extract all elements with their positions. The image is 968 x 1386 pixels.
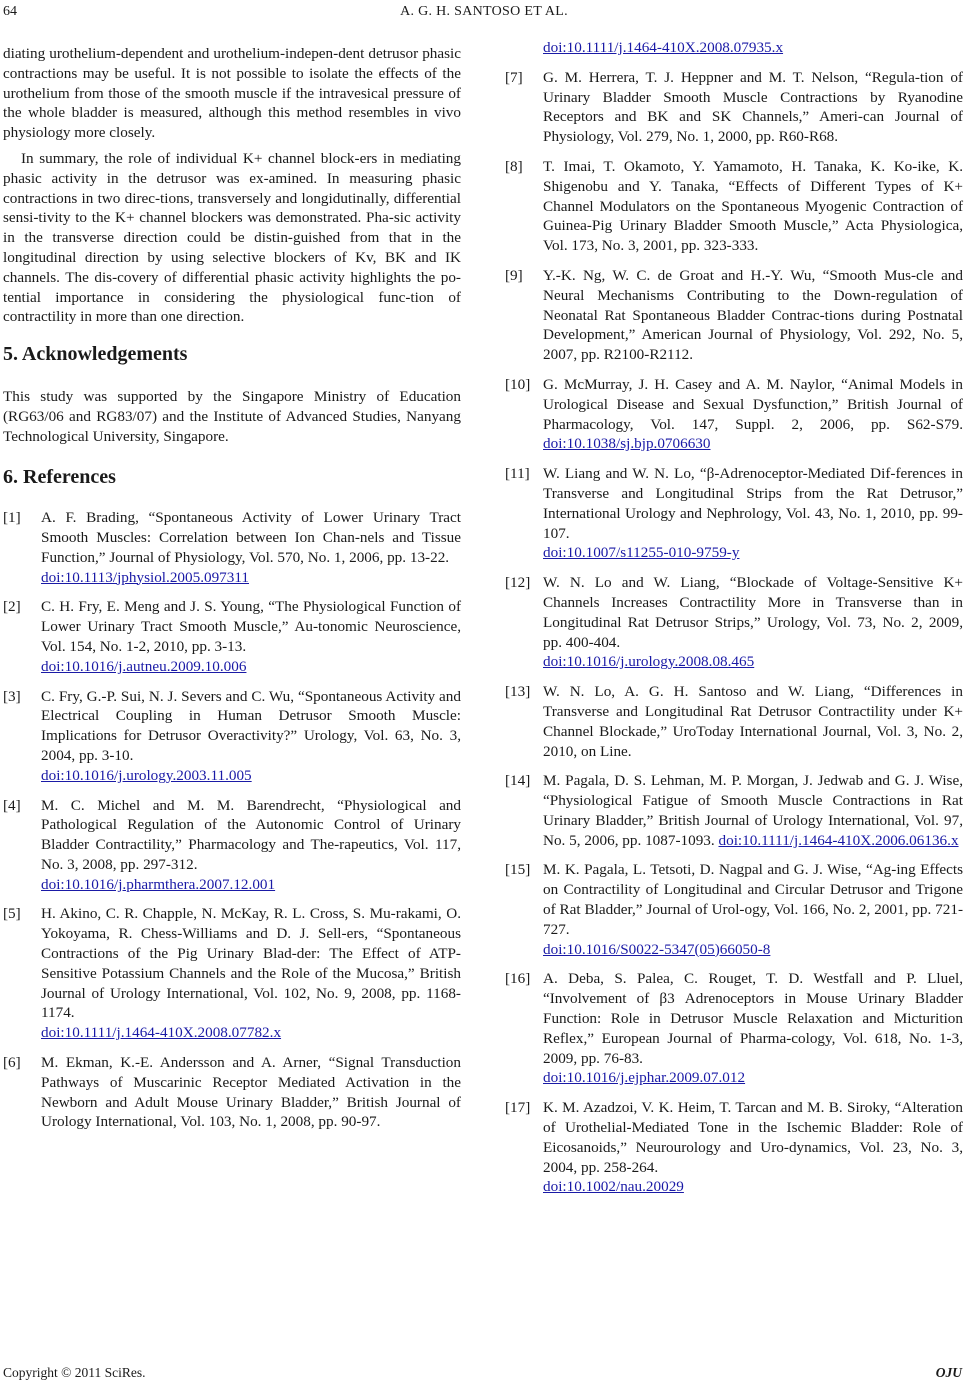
ref-text: K. M. Azadzoi, V. K. Heim, T. Tarcan and M. B. Siroky, “Alteration of Urothelial-Mediated Tone in the Ischemic Bladder: Role of Eicosanoids,” Neurourology and Uro-dynamics, Vol. 23, No. 3, 2004, pp. 258-264.: [543, 1099, 963, 1176]
ack-heading: 5. Acknowledgements: [3, 343, 188, 366]
ref-text: C. Fry, G.-P. Sui, N. J. Severs and C. Wu, “Spontaneous Activity and Electrical Coupling in Human Detrusor Smooth Muscle: Implications for Detrusor Overactivity?” Urology, Vol. 63, No. 3, 2004, pp. 3-10.: [41, 687, 461, 764]
ref-text: C. H. Fry, E. Meng and J. S. Young, “The Physiological Function of Lower Urinary Tract Smooth Muscle,” Au-tonomic Neuroscience, Vol. 154, No. 1-2, 2010, pp. 3-13.: [41, 598, 461, 655]
doi-link[interactable]: doi:10.1113/jphysiol.2005.097311: [41, 568, 249, 586]
ref-number: [2]: [3, 598, 21, 616]
reference-item: [505, 1098, 963, 1197]
doi-link[interactable]: doi:10.1111/j.1464-410X.2008.07782.x: [41, 1024, 282, 1042]
right-column: [505, 39, 963, 1207]
reference-item: [3, 508, 461, 587]
copyright-footer: Copyright © 2011 SciRes.: [3, 1365, 146, 1380]
reference-item: [3, 1053, 461, 1132]
reference-item: [505, 771, 963, 850]
body-paragraph-1: diating urothelium-dependent and urothelium-indepen-dent detrusor phasic contractions may be useful. It is not possible to isolate the effects of the urothelium from those of the smooth muscle if the intravesical pressure of the whole bladder is measured, although this method resembles in vivo physiology more closely.: [3, 45, 461, 142]
ref-number: [11]: [505, 465, 530, 483]
reference-item: [505, 266, 963, 365]
ref-text: A. F. Brading, “Spontaneous Activity of Lower Urinary Tract Smooth Muscles: Correlation between Ion Chan-nels and Tissue Function,” Journal of Physiology, Vol. 570, No. 1, 2006, pp. 13-22.: [41, 509, 461, 566]
ref-text: M. Ekman, K.-E. Andersson and A. Arner, “Signal Transduction Pathways of Muscarinic Receptor Mediated Activation in the Newborn and Adult Mouse Urinary Bladder,” British Journal of Urology International, Vol. 103, No. 1, 2008, pp. 90-97.: [41, 1054, 461, 1131]
reference-item: [505, 969, 963, 1088]
ref-text: M. C. Michel and M. M. Barendrecht, “Physiological and Pathological Regulation of the Autonomic Control of Urinary Bladder Contractility,” Pharmacology and The-rapeutics, Vol. 117, No. 3, 2008, pp. 297-312.: [41, 796, 461, 873]
page-number: 64: [3, 4, 17, 19]
reference-item: [505, 860, 963, 959]
ref-text: M. K. Pagala, L. Tetsoti, D. Nagpal and G. J. Wise, “Ag-ing Effects on Contractility of Longitudinal and Circular Detrusor and Trigone of Rat Bladder,” Journal of Urol-ogy, Vol. 166, No. 2, 2001, pp. 721-727.: [543, 861, 963, 938]
ref-number: [16]: [505, 970, 531, 988]
doi-link[interactable]: doi:10.1016/j.urology.2003.11.005: [41, 766, 252, 784]
ref-number: [17]: [505, 1099, 531, 1117]
doi-link[interactable]: doi:10.1038/sj.bjp.0706630: [543, 435, 711, 453]
ref-number: [9]: [505, 266, 523, 284]
ref-number: [4]: [3, 796, 21, 814]
doi-link[interactable]: doi:10.1002/nau.20029: [543, 1178, 684, 1196]
doi-link[interactable]: doi:10.1016/j.pharmthera.2007.12.001: [41, 875, 276, 893]
ref-text: H. Akino, C. R. Chapple, N. McKay, R. L. Cross, S. Mu-rakami, O. Yokoyama, R. Chess-Williams and D. J. Sell-ers, “Spontaneous Contractions of the Pig Urinary Blad-der: The Effect of ATP-Sensitive Potassium Channels and the Role of the Mucosa,” British Journal of Urology International, Vol. 102, No. 9, 2008, pp. 1168-1174.: [41, 905, 461, 1022]
ref-text: W. N. Lo and W. Liang, “Blockade of Voltage-Sensitive K+ Channels Increases Contractility More in Transverse than in Longitudinal Rat Detrusor Strips,” Urology, Vol. 73, No. 2, 2009, pp. 400-404.: [543, 574, 963, 651]
ack-text: This study was supported by the Singapore Ministry of Education (RG63/06 and RG83/07) and the Institute of Advanced Studies, Nanyang Technological University, Singapore.: [3, 387, 461, 445]
reference-continuation: [505, 38, 963, 58]
reference-item: [505, 157, 963, 256]
ref-number: [8]: [505, 157, 523, 175]
ref-number: [1]: [3, 509, 21, 527]
left-column: [3, 44, 461, 1142]
doi-link[interactable]: doi:10.1007/s11255-010-9759-y: [543, 544, 740, 562]
ref-text: T. Imai, T. Okamoto, Y. Yamamoto, H. Tanaka, K. Ko-ike, K. Shigenobu and Y. Tanaka, “Effects of Different Types of K+ Channel Modulators on the Spontaneous Myogenic Contraction of Guinea-Pig Urinary Bladder Smooth Muscle,” Acta Physiologica, Vol. 173, No. 3, 2001, pp. 323-333.: [543, 157, 963, 255]
ref-number: [3]: [3, 687, 21, 705]
reference-item: [505, 375, 963, 454]
journal-abbrev: OJU: [935, 1365, 962, 1380]
references-heading: 6. References: [3, 466, 116, 489]
ref-text: G. McMurray, J. H. Casey and A. M. Naylor, “Animal Models in Urological Disease and Sexual Dysfunction,” British Journal of Pharmacology, Vol. 147, Suppl. 2, 2006, pp. S62-S79.: [543, 375, 963, 433]
ref-text: G. M. Herrera, T. J. Heppner and M. T. Nelson, “Regula-tion of Urinary Bladder Smooth Muscle Contractions by Ryanodine Receptors and BK and SK Channels,” Ameri-can Journal of Physiology, Vol. 279, No. 1, 2000, pp. R60-R68.: [543, 68, 963, 146]
reference-item: [3, 796, 461, 895]
reference-item: [3, 687, 461, 786]
ref-number: [13]: [505, 683, 531, 701]
reference-item: [3, 904, 461, 1043]
doi-link[interactable]: doi:10.1111/j.1464-410X.2008.07935.x: [543, 39, 784, 56]
ref-number: [15]: [505, 861, 531, 879]
ref-text: A. Deba, S. Palea, C. Rouget, T. D. Westfall and P. Lluel, “Involvement of β3 Adrenoceptors in Mouse Urinary Bladder Function: Role in Detrusor Muscle Relaxation and Micturition Reflex,” European Journal of Pharma-cology, Vol. 618, No. 1-3, 2009, pp. 76-83.: [543, 970, 963, 1067]
doi-link[interactable]: doi:10.1016/S0022-5347(05)66050-8: [543, 940, 771, 958]
reference-item: [505, 682, 963, 761]
running-header: A. G. H. SANTOSO ET AL.: [400, 4, 568, 19]
ref-number: [10]: [505, 375, 531, 393]
ref-text: W. Liang and W. N. Lo, “β-Adrenoceptor-Mediated Dif-ferences in Transverse and Longitudinal Strips from the Rat Detrusor,” International Urology and Nephrology, Vol. 43, No. 1, 2010, pp. 99-107.: [543, 465, 963, 542]
reference-item: [505, 573, 963, 672]
ref-number: [7]: [505, 68, 523, 86]
ref-number: [6]: [3, 1054, 21, 1072]
summary-paragraph: In summary, the role of individual K+ channel block-ers in mediating phasic activity in the detrusor was ex-amined. In measuring phasic contractions in two direc-tions, transversely and longidutinally, differential sensi-tivity to the K+ channel blockers was demonstrated. Pha-sic activity in the transverse direction could be distin-guished from that in the longitudinal direction by using selective blockers of Kv, BK and IK channels. The dis-covery of differential phasic activity highlights the po-tential importance in considering the physiological func-tion of contractility in more than one direction.: [3, 149, 461, 326]
ref-text: Y.-K. Ng, W. C. de Groat and H.-Y. Wu, “Smooth Mus-cle and Neural Mechanisms Contributing to the Down-regulation of Neonatal Rat Spontaneous Bladder Contrac-tions during Postnatal Development,” American Journal of Physiology, Vol. 292, No. 5, 2007, pp. R2100-R2112.: [543, 266, 963, 364]
ref-number: [5]: [3, 905, 21, 923]
doi-link[interactable]: doi:10.1016/j.urology.2008.08.465: [543, 653, 755, 671]
reference-item: [3, 597, 461, 676]
doi-link[interactable]: doi:10.1111/j.1464-410X.2006.06136.x: [718, 831, 959, 849]
ref-text: W. N. Lo, A. G. H. Santoso and W. Liang, “Differences in Transverse and Longitudinal Rat Detrusor Contractility under K+ Channel Blockade,” UroToday International Journal, Vol. 3, No. 2, 2010, on Line.: [543, 683, 963, 760]
ref-text: M. Pagala, D. S. Lehman, M. P. Morgan, J. Jedwab and G. J. Wise, “Physiological Fatigue of Smooth Muscle Contractions in Rat Urinary Bladder,” British Journal of Urology International, Vol. 97, No. 5, 2006, pp. 1087-1093.: [543, 772, 963, 849]
ref-number: [12]: [505, 574, 531, 592]
ref-number: [14]: [505, 772, 531, 790]
doi-link[interactable]: doi:10.1016/j.ejphar.2009.07.012: [543, 1069, 746, 1087]
doi-link[interactable]: doi:10.1016/j.autneu.2009.10.006: [41, 657, 247, 675]
reference-item: [505, 464, 963, 563]
reference-item: [505, 68, 963, 147]
